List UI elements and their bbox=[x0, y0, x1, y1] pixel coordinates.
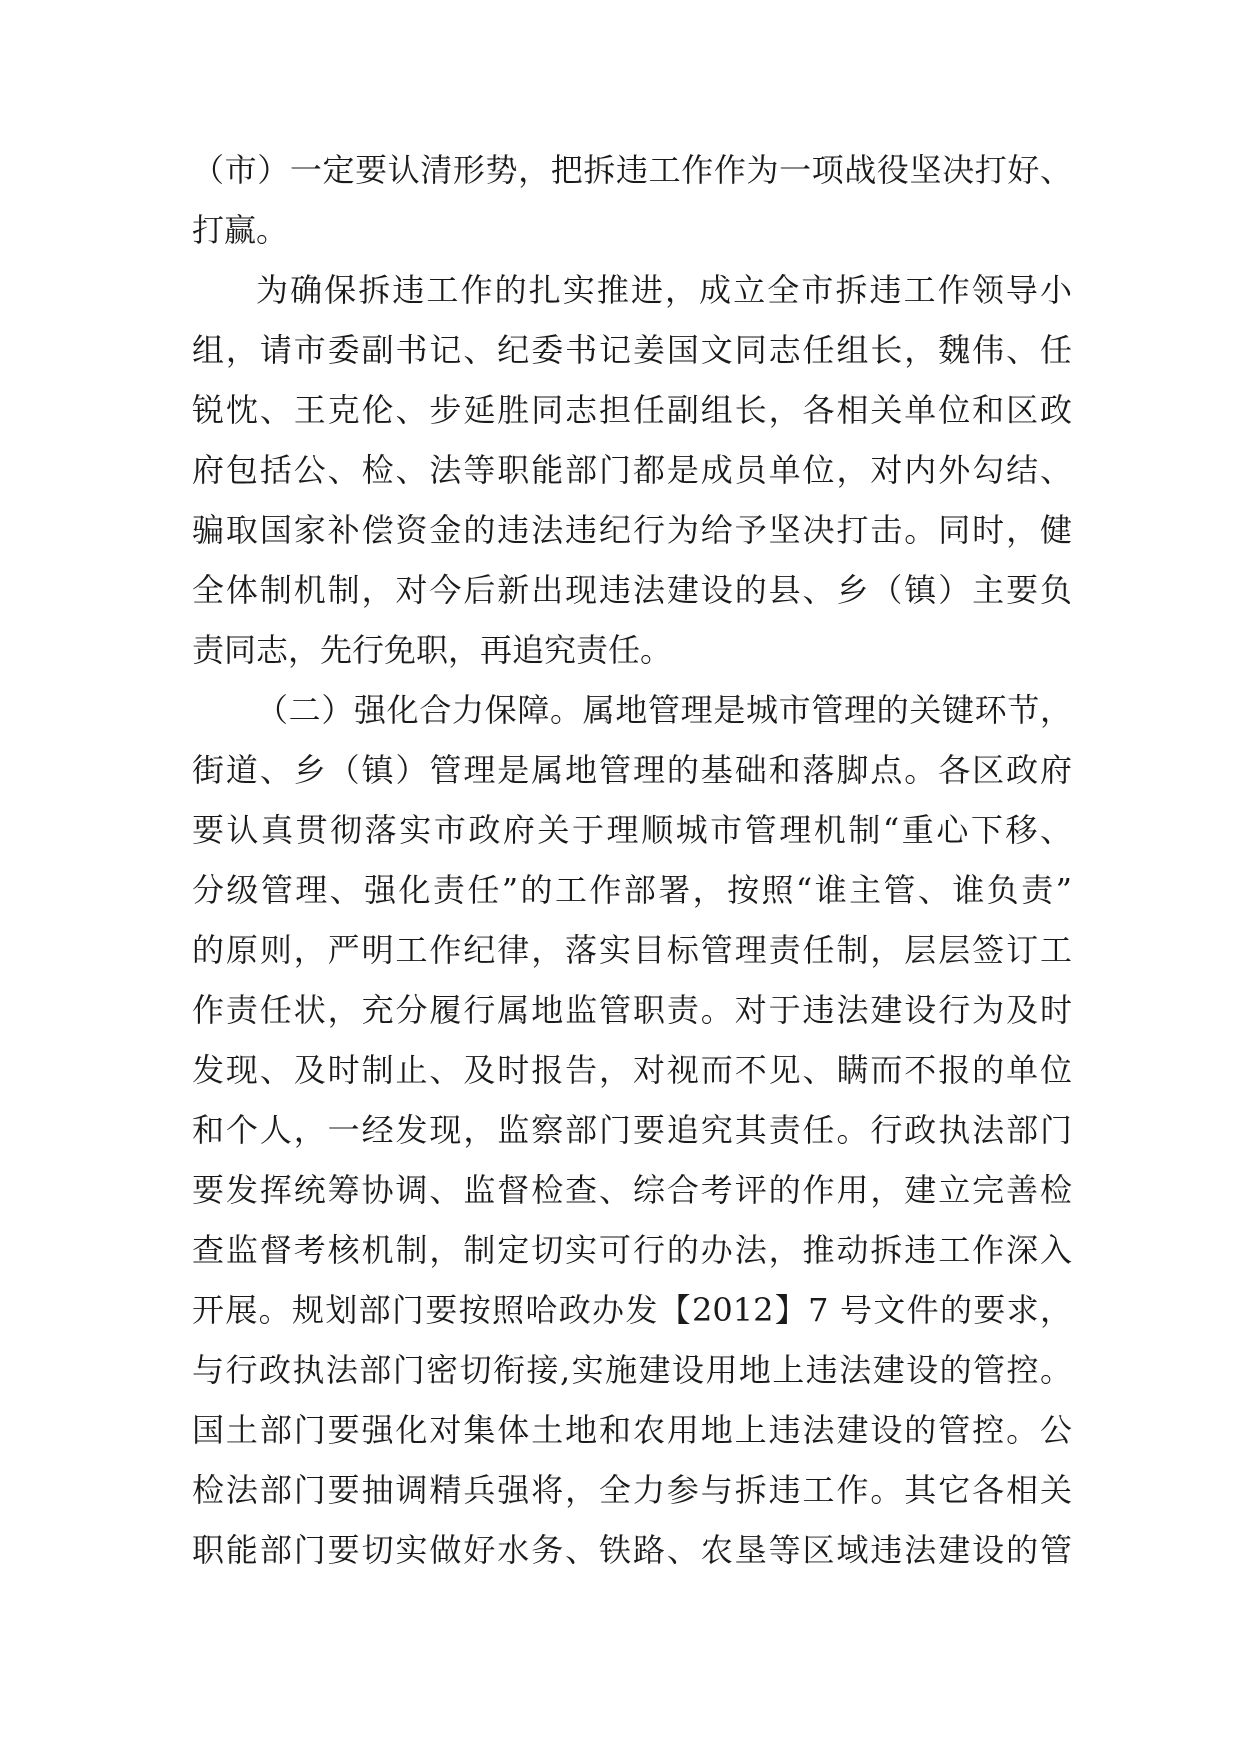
text-line: 责同志，先行免职，再追究责任。 bbox=[192, 631, 673, 669]
section-heading-line: （二）强化合力保障。属地管理是城市管理的关键环节， bbox=[256, 691, 1072, 729]
text-line: 为确保拆违工作的扎实推进，成立全市拆违工作领导小 bbox=[256, 271, 1072, 309]
text-line: 要发挥统筹协调、监督检查、综合考评的作用，建立完善检 bbox=[192, 1171, 1072, 1209]
text-line: 国土部门要强化对集体土地和农用地上违法建设的管控。公 bbox=[192, 1411, 1072, 1449]
text-line: 作责任状，充分履行属地监管职责。对于违法建设行为及时 bbox=[192, 991, 1072, 1029]
text-line: 开展。规划部门要按照哈政办发【2012】7 号文件的要求， bbox=[192, 1291, 1072, 1329]
text-line: 府包括公、检、法等职能部门都是成员单位，对内外勾结、 bbox=[192, 451, 1072, 489]
text-line: 的原则，严明工作纪律，落实目标管理责任制，层层签订工 bbox=[192, 931, 1072, 969]
text-line: 查监督考核机制，制定切实可行的办法，推动拆违工作深入 bbox=[192, 1231, 1072, 1269]
text-line: 骗取国家补偿资金的违法违纪行为给予坚决打击。同时，健 bbox=[192, 511, 1072, 549]
text-line: 职能部门要切实做好水务、铁路、农垦等区域违法建设的管 bbox=[192, 1531, 1072, 1569]
text-line: 全体制机制，对今后新出现违法建设的县、乡（镇）主要负 bbox=[192, 571, 1072, 609]
text-line: 组，请市委副书记、纪委书记姜国文同志任组长，魏伟、任 bbox=[192, 331, 1072, 369]
text-line: 要认真贯彻落实市政府关于理顺城市管理机制“重心下移、 bbox=[192, 811, 1072, 849]
text-line: 街道、乡（镇）管理是属地管理的基础和落脚点。各区政府 bbox=[192, 751, 1072, 789]
text-line: （市）一定要认清形势，把拆违工作作为一项战役坚决打好、 bbox=[192, 151, 1072, 189]
text-line: 和个人，一经发现，监察部门要追究其责任。行政执法部门 bbox=[192, 1111, 1072, 1149]
text-line: 分级管理、强化责任”的工作部署，按照“谁主管、谁负责” bbox=[192, 871, 1072, 909]
text-line: 检法部门要抽调精兵强将，全力参与拆违工作。其它各相关 bbox=[192, 1471, 1072, 1509]
text-line: 打赢。 bbox=[192, 211, 289, 249]
text-line: 发现、及时制止、及时报告，对视而不见、瞒而不报的单位 bbox=[192, 1051, 1072, 1089]
text-line: 锐忱、王克伦、步延胜同志担任副组长，各相关单位和区政 bbox=[192, 391, 1072, 429]
text-line: 与行政执法部门密切衔接,实施建设用地上违法建设的管控。 bbox=[192, 1351, 1072, 1389]
